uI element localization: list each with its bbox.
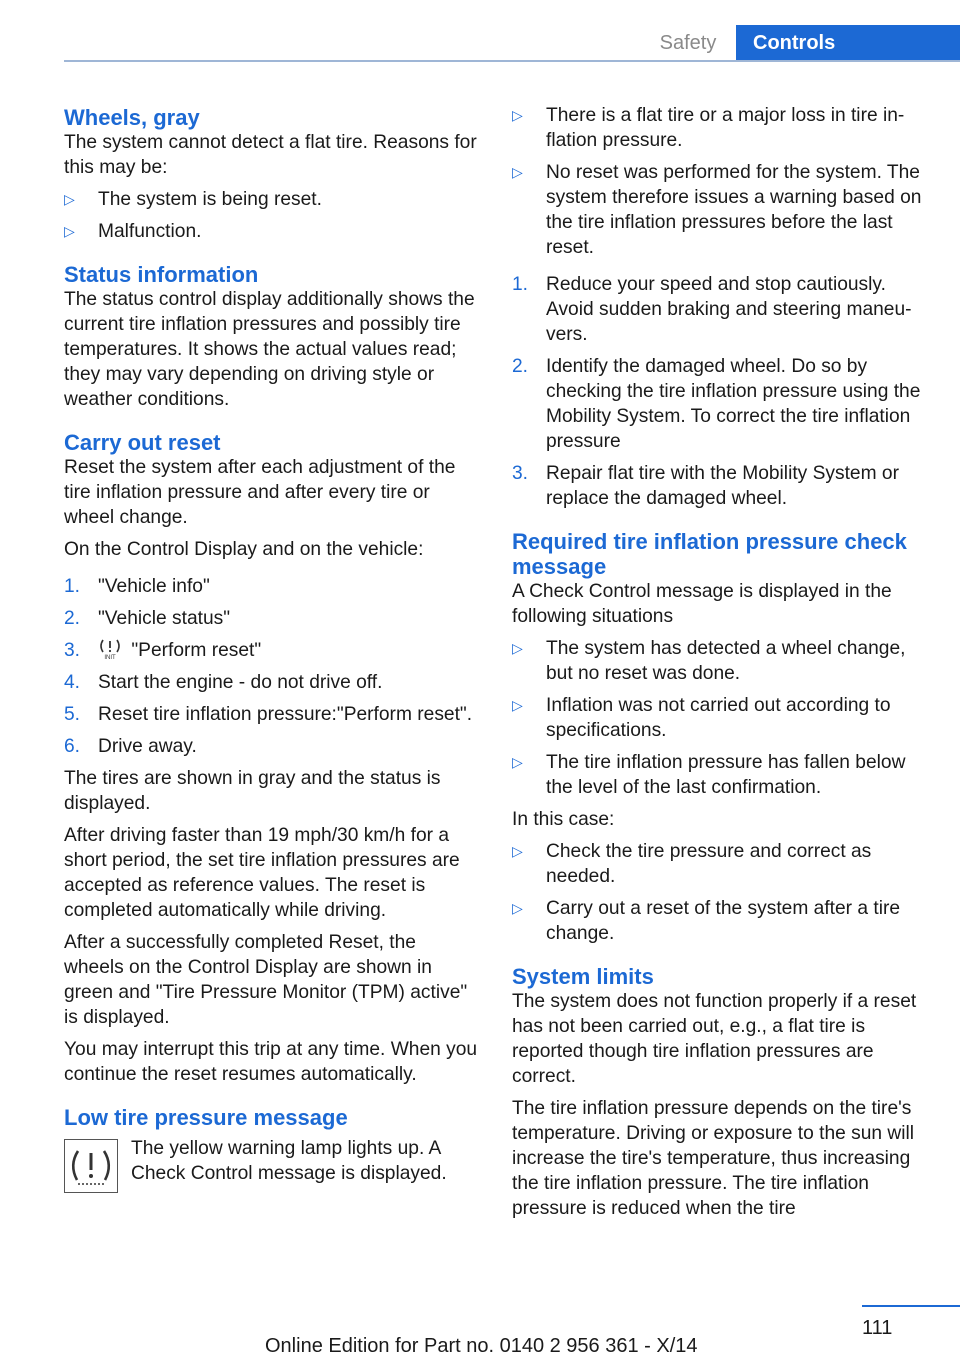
step-text: Repair flat tire with the Mobility System or replace the damaged wheel. [546, 463, 899, 509]
list-item-text: Malfunction. [98, 221, 202, 242]
after-reset-text: You may interrupt this trip at any time. When you continue the reset resumes automatically. [64, 1039, 478, 1085]
bullet-triangle-icon: ▷ [512, 107, 523, 123]
step-number: 6. [64, 736, 81, 757]
list-item [512, 896, 932, 946]
system-limits-text: The system does not function properly if a reset has not been carried out, e.g., a flat tire is reported though tire inflation pressures are correct. [512, 991, 917, 1087]
flat-tire-reasons-list [512, 103, 932, 260]
bullet-triangle-icon: ▷ [512, 164, 523, 180]
wheels-gray-text: The system cannot detect a flat tire. Reasons for this may be: [64, 132, 477, 178]
step-item [64, 638, 480, 663]
after-reset-text: After a successfully completed Reset, the wheels on the Control Display are shown in green and "Tire Pressure Monitor (TPM) active" is displayed. [64, 932, 468, 1028]
in-this-case-list [512, 839, 932, 946]
list-item [64, 187, 480, 212]
step-number: 5. [64, 704, 81, 725]
step-text: "Vehicle info" [98, 576, 210, 597]
pressure-check-list [512, 636, 932, 800]
low-tire-pressure-text: The yellow warning lamp lights up. A Check Control message is displayed. [131, 1138, 447, 1184]
step-number: 2. [64, 608, 81, 629]
left-column [64, 103, 480, 1193]
pressure-check-text: A Check Control message is displayed in the following situations [512, 581, 892, 627]
list-item [512, 693, 932, 743]
tab-controls: Controls [736, 25, 960, 62]
list-item-text: There is a flat tire or a major loss in tire inflation pressure. [546, 105, 905, 151]
step-number: 3. [64, 640, 81, 661]
warning-lamp-row [64, 1136, 480, 1186]
header-divider [64, 60, 960, 62]
low-tire-pressure-heading: Low tire pressure message [64, 1105, 348, 1130]
step-item [512, 272, 932, 347]
bullet-triangle-icon: ▷ [64, 223, 75, 239]
system-limits-heading: System limits [512, 964, 654, 989]
bullet-triangle-icon: ▷ [64, 191, 75, 207]
list-item-text: Carry out a reset of the system after a tire change. [546, 898, 901, 944]
status-information-text: The status control display additionally shows the current tire inflation pressures and possibly tire temperatures. It shows the actual values read; they may vary depending on driving style or weather conditions. [64, 289, 475, 410]
in-this-case-text: In this case: [512, 809, 615, 830]
reset-steps [64, 574, 480, 759]
list-item [512, 636, 932, 686]
page-number: 111 [862, 1317, 893, 1339]
carry-out-reset-heading: Carry out reset [64, 430, 221, 455]
step-item [64, 702, 480, 727]
flat-tire-steps [512, 272, 932, 511]
list-item-text: The tire inflation pressure has fallen below the level of the last confirmation. [546, 752, 906, 798]
bullet-triangle-icon: ▷ [512, 697, 523, 713]
list-item-text: Check the tire pressure and correct as needed. [546, 841, 872, 887]
list-item [512, 160, 932, 260]
bullet-triangle-icon: ▷ [512, 754, 523, 770]
reset-text: On the Control Display and on the vehicle: [64, 539, 424, 560]
footer-divider [862, 1305, 960, 1307]
bullet-triangle-icon: ▷ [512, 640, 523, 656]
edition-footer: Online Edition for Part no. 0140 2 956 361 - X/14 [265, 1335, 698, 1357]
after-reset-text: The tires are shown in gray and the status is displayed. [64, 768, 441, 814]
wheels-gray-heading: Wheels, gray [64, 105, 200, 130]
step-item [64, 606, 480, 631]
step-number: 4. [64, 672, 81, 693]
list-item-text: The system is being reset. [98, 189, 322, 210]
step-item [64, 734, 480, 759]
step-number: 1. [512, 274, 529, 295]
step-number: 2. [512, 356, 529, 377]
step-number: 3. [512, 463, 529, 484]
step-text: Identify the damaged wheel. Do so by checking the tire inflation pressure using the Mobility System. To correct the tire inflation pressure [546, 356, 921, 452]
list-item [64, 219, 480, 244]
step-item [512, 461, 932, 511]
step-item [512, 354, 932, 454]
list-item [512, 103, 932, 153]
step-text: Start the engine - do not drive off. [98, 672, 383, 693]
after-reset-text: After driving faster than 19 mph/30 km/h for a short period, the set tire inflation pressures are accepted as reference values. The reset is completed automatically while driving. [64, 825, 460, 921]
list-item-text: No reset was performed for the system. The system therefore issues a warning based on the tire inflation pressures before the last reset. [546, 162, 922, 258]
reset-text: Reset the system after each adjustment of the tire inflation pressure and after every tire or wheel change. [64, 457, 456, 528]
step-text: "Perform reset" [126, 640, 262, 661]
list-item [512, 839, 932, 889]
wheels-gray-list [64, 187, 480, 244]
tire-pressure-warning-icon [64, 1139, 118, 1193]
step-text: Reduce your speed and stop cautiously. Avoid sudden braking and steering maneuvers. [546, 274, 912, 345]
list-item-text: Inflation was not carried out according to specifications. [546, 695, 891, 741]
status-information-heading: Status information [64, 262, 259, 287]
pressure-check-message-heading: Required tire inflation pressure check message [512, 529, 907, 579]
right-column [512, 103, 932, 1228]
list-item [512, 750, 932, 800]
step-text: Drive away. [98, 736, 197, 757]
step-number: 1. [64, 576, 81, 597]
step-item [64, 670, 480, 695]
step-text: "Vehicle status" [98, 608, 231, 629]
svg-text:INIT: INIT [104, 655, 116, 660]
bullet-triangle-icon: ▷ [512, 900, 523, 916]
tire-init-icon [98, 638, 122, 660]
step-text: Reset tire inflation pressure:"Perform reset". [98, 704, 473, 725]
tab-safety: Safety [659, 32, 717, 54]
step-item [64, 574, 480, 599]
bullet-triangle-icon: ▷ [512, 843, 523, 859]
system-limits-text: The tire inflation pressure depends on the tire's temperature. Driving or exposure to the sun will increase the tire's temperature, thus increasing the tire inflation pressure. The tire inflation pressure is reduced when the tire [512, 1098, 915, 1219]
list-item-text: The system has detected a wheel change, but no reset was done. [546, 638, 906, 684]
